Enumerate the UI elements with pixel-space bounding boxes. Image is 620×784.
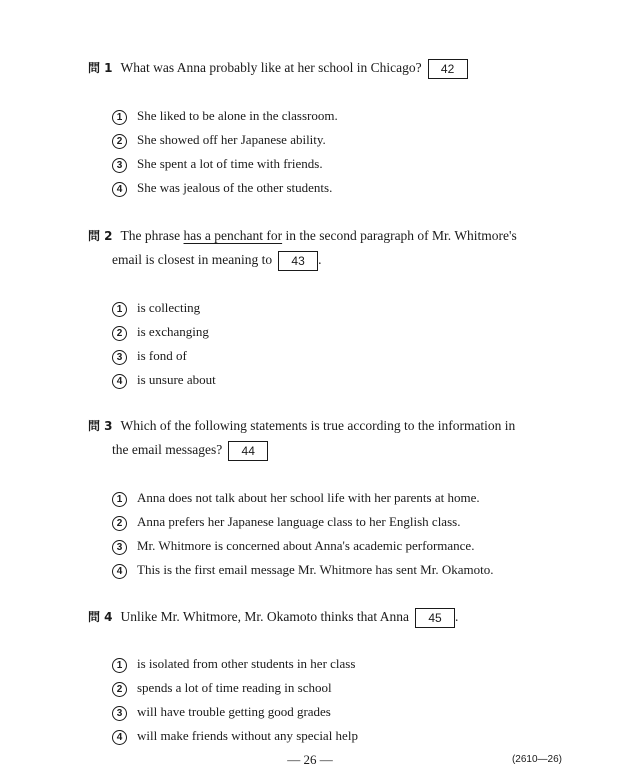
end-punct: . [455, 609, 459, 624]
question-label: 問 2 [88, 229, 113, 243]
option[interactable] [112, 558, 493, 582]
options-2 [112, 296, 216, 392]
option-text: is collecting [137, 300, 201, 315]
option-number: 3 [112, 350, 127, 365]
option-text: Anna does not talk about her school life with her parents at home. [137, 490, 480, 505]
answer-box: 45 [415, 608, 455, 628]
option[interactable] [112, 510, 493, 534]
question-label: 問 3 [88, 419, 113, 433]
option-text: is unsure about [137, 372, 216, 387]
option-number: 3 [112, 158, 127, 173]
option-text: spends a lot of time reading in school [137, 680, 332, 695]
exam-code: (2610—26) [511, 754, 562, 765]
option-number: 4 [112, 564, 127, 579]
option-text: will make friends without any special help [137, 728, 358, 743]
option-number: 3 [112, 706, 127, 721]
question-text-line2: email is closest in meaning to [112, 252, 273, 267]
question-label: 問 4 [88, 610, 113, 624]
question-3 [88, 414, 548, 462]
option-number: 2 [112, 516, 127, 531]
question-text-line2: the email messages? [112, 442, 223, 457]
options-3 [112, 486, 493, 582]
option-text: is exchanging [137, 324, 209, 339]
option-text: She was jealous of the other students. [137, 180, 333, 195]
option-number: 2 [112, 134, 127, 149]
question-2 [88, 224, 548, 272]
options-1 [112, 104, 338, 200]
option[interactable] [112, 486, 493, 510]
option[interactable] [112, 128, 338, 152]
option[interactable] [112, 676, 358, 700]
option[interactable] [112, 320, 216, 344]
option-number: 4 [112, 730, 127, 745]
option[interactable] [112, 344, 216, 368]
option-text: is fond of [137, 348, 187, 363]
option[interactable] [112, 652, 358, 676]
underlined-phrase: has a penchant for [183, 228, 283, 243]
option-number: 1 [112, 658, 127, 673]
option-text: She showed off her Japanese ability. [137, 132, 326, 147]
option-number: 2 [112, 326, 127, 341]
option-text: She liked to be alone in the classroom. [137, 108, 338, 123]
option[interactable] [112, 104, 338, 128]
question-text: Unlike Mr. Whitmore, Mr. Okamoto thinks that Anna [120, 609, 410, 624]
question-4 [88, 605, 548, 629]
option[interactable] [112, 724, 358, 748]
answer-box: 44 [228, 441, 268, 461]
option-number: 1 [112, 302, 127, 317]
option[interactable] [112, 368, 216, 392]
question-text: Which of the following statements is true according to the information in [120, 418, 516, 433]
option-text: Anna prefers her Japanese language class to her English class. [137, 514, 461, 529]
option-number: 3 [112, 540, 127, 555]
option-number: 4 [112, 374, 127, 389]
option[interactable] [112, 700, 358, 724]
option-number: 1 [112, 492, 127, 507]
option-text: She spent a lot of time with friends. [137, 156, 323, 171]
answer-box: 42 [428, 59, 468, 79]
option-text: will have trouble getting good grades [137, 704, 331, 719]
option-number: 2 [112, 682, 127, 697]
question-text: What was Anna probably like at her school in Chicago? [120, 60, 422, 75]
option[interactable] [112, 296, 216, 320]
end-punct: . [318, 252, 322, 267]
option-text: Mr. Whitmore is concerned about Anna's academic performance. [137, 538, 475, 553]
answer-box: 43 [278, 251, 318, 271]
option-number: 4 [112, 182, 127, 197]
option-number: 1 [112, 110, 127, 125]
option[interactable] [112, 534, 493, 558]
question-1 [88, 56, 548, 80]
option-text: is isolated from other students in her class [137, 656, 356, 671]
options-4 [112, 652, 358, 748]
question-text-cont: in the second paragraph of Mr. Whitmore's [282, 228, 517, 243]
option[interactable] [112, 176, 338, 200]
option[interactable] [112, 152, 338, 176]
page-number: — 26 — [287, 752, 333, 767]
option-text: This is the first email message Mr. Whitmore has sent Mr. Okamoto. [137, 562, 494, 577]
question-label: 問 1 [88, 61, 113, 75]
question-text: The phrase [120, 228, 184, 243]
